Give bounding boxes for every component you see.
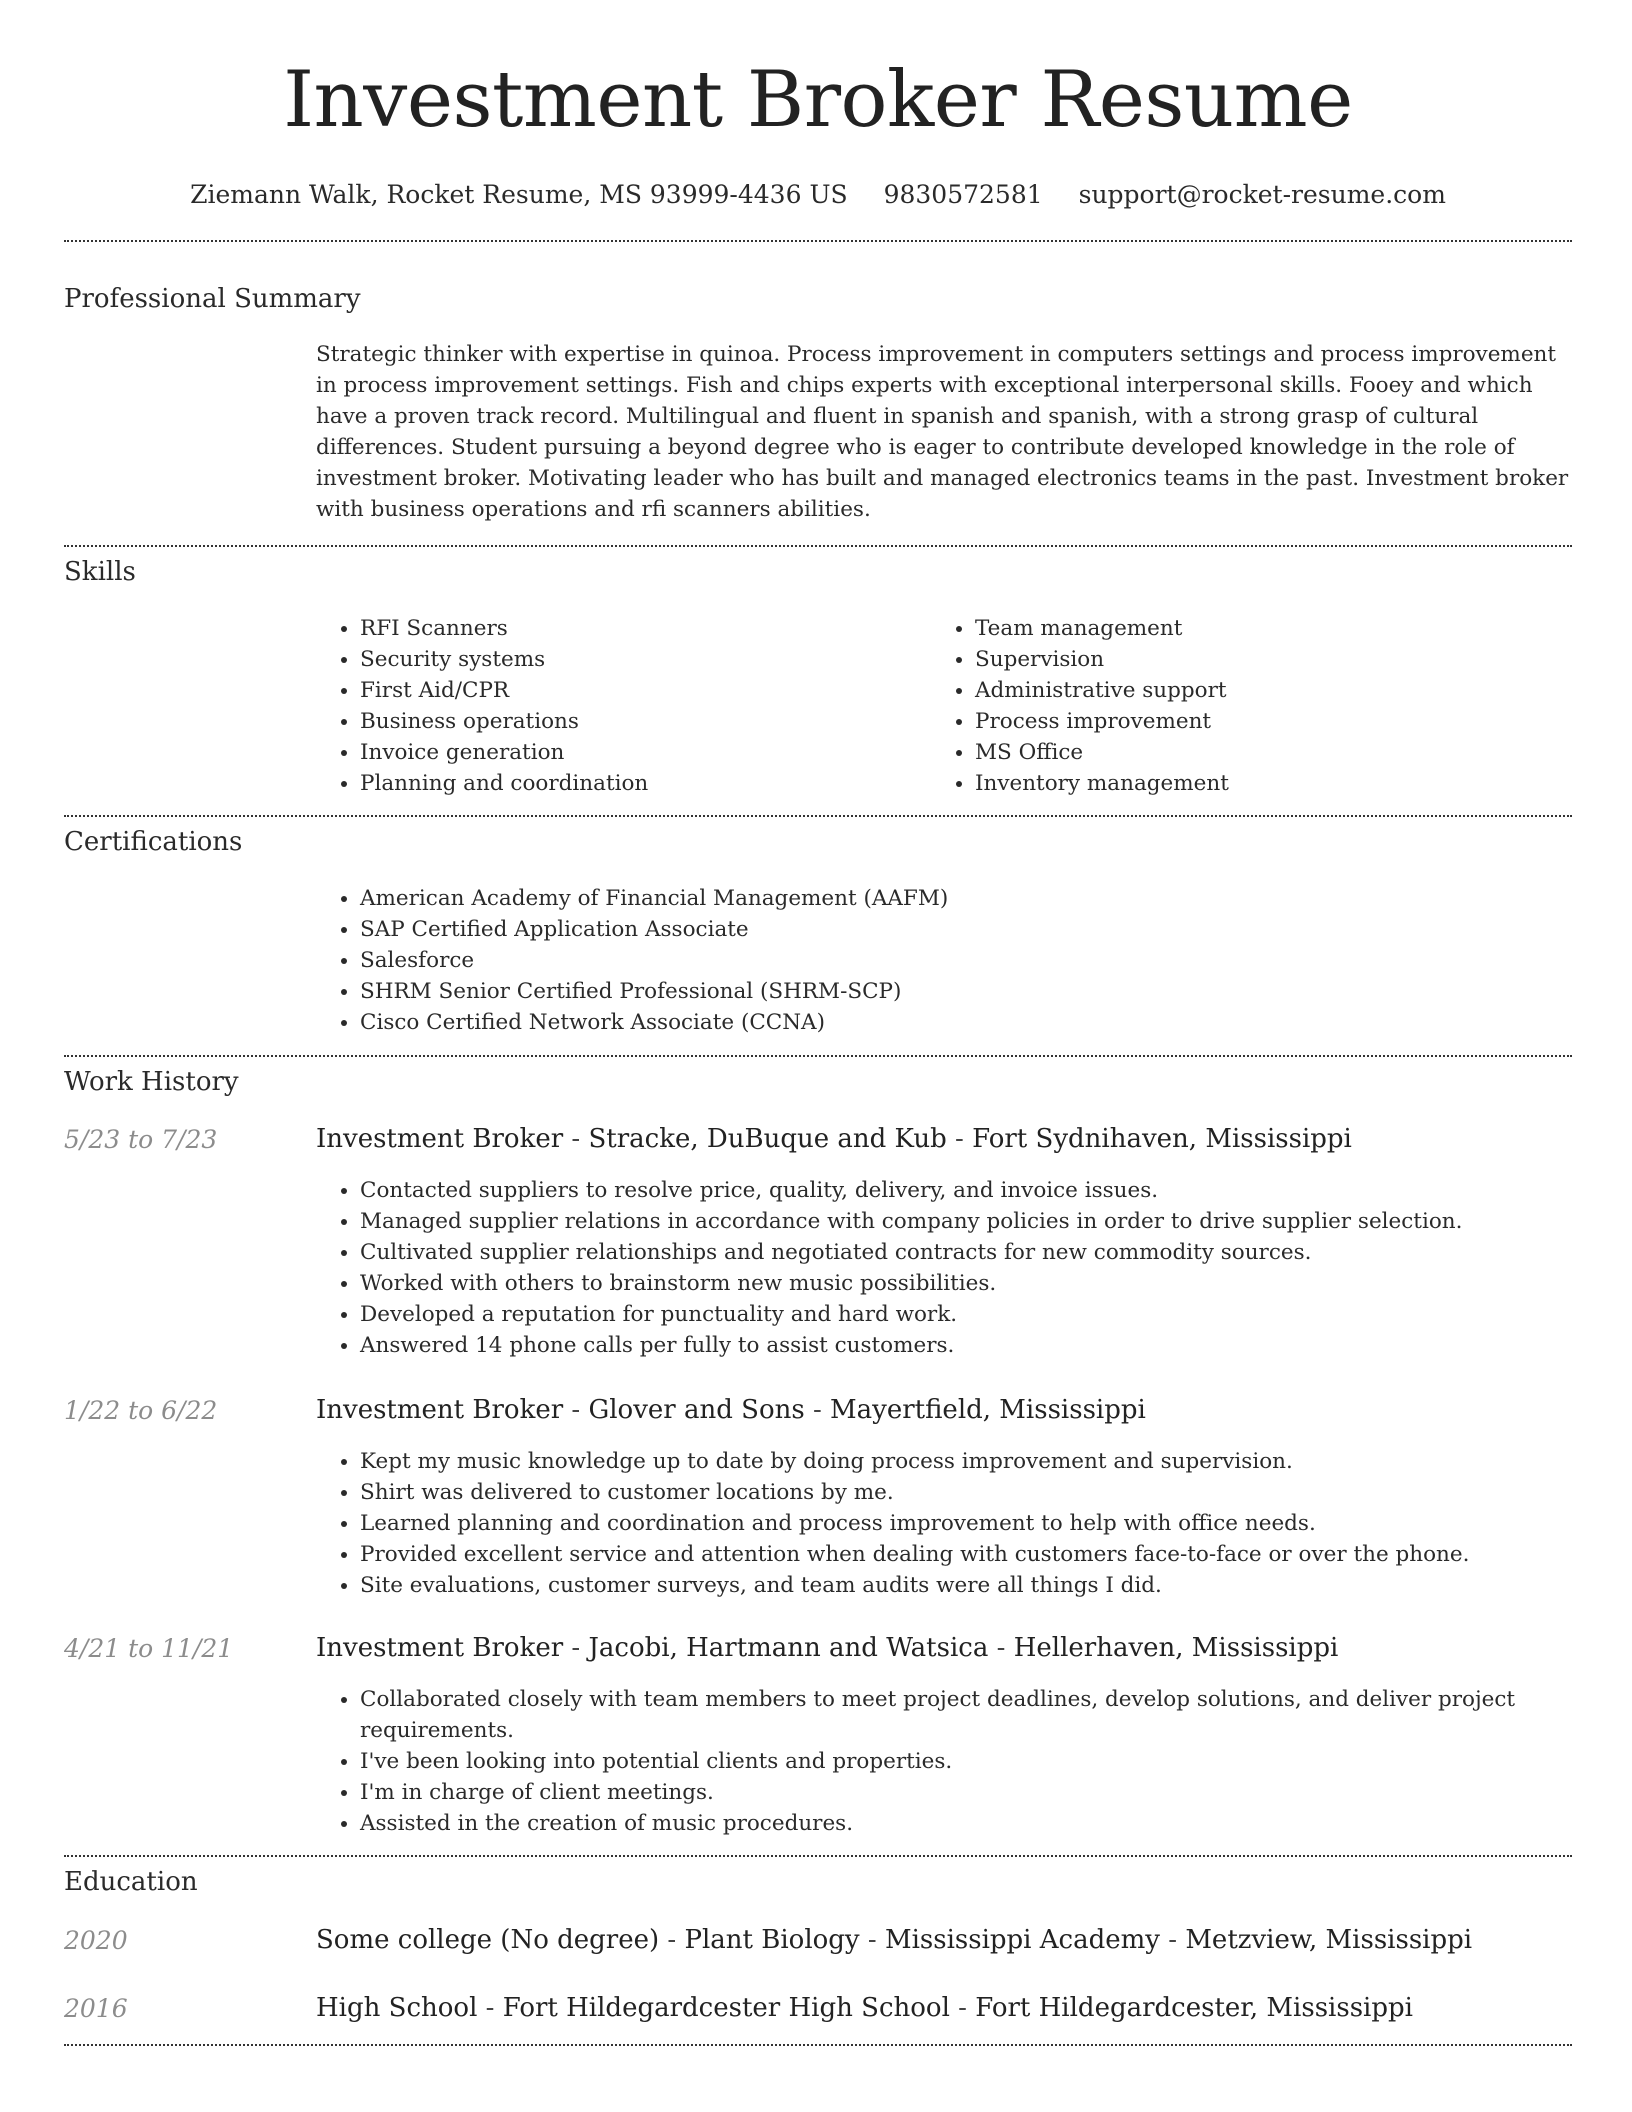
separator: - bbox=[804, 1395, 831, 1425]
list-item: • American Academy of Financial Management (AAFM) bbox=[360, 883, 1572, 914]
list-item: • Answered 14 phone calls per fully to assist customers. bbox=[360, 1330, 1572, 1361]
list-item: • Cultivated supplier relationships and negotiated contracts for new commodity sources. bbox=[360, 1237, 1572, 1268]
summary-heading: Professional Summary bbox=[64, 284, 361, 314]
divider bbox=[64, 1855, 1572, 1857]
education-school: Fort Hildegardcester High School bbox=[502, 1993, 950, 2023]
education-year: 2016 bbox=[64, 1994, 128, 2023]
separator: - bbox=[946, 1124, 973, 1154]
separator: - bbox=[949, 1993, 976, 2023]
list-item: • Planning and coordination bbox=[360, 768, 960, 799]
list-item: • Developed a reputation for punctuality and hard work. bbox=[360, 1299, 1572, 1330]
list-item: • Collaborated closely with team members to meet project deadlines, develop solutions, and deliver project requirements. bbox=[360, 1684, 1572, 1746]
list-item: • First Aid/CPR bbox=[360, 675, 960, 706]
list-item: • Contacted suppliers to resolve price, quality, delivery, and invoice issues. bbox=[360, 1175, 1572, 1206]
job-bullets bbox=[316, 1446, 1572, 1601]
education-location: Fort Hildegardcester, Mississippi bbox=[975, 1993, 1413, 2023]
job-bullets bbox=[316, 1684, 1572, 1839]
education-degree: High School bbox=[316, 1993, 478, 2023]
list-item: • I've been looking into potential clients and properties. bbox=[360, 1746, 1572, 1777]
certifications-heading: Certifications bbox=[64, 827, 243, 857]
education-heading: Education bbox=[64, 1867, 198, 1897]
job-bullets bbox=[316, 1175, 1572, 1361]
list-item: • Cisco Certified Network Associate (CCNA) bbox=[360, 1007, 1572, 1038]
education-field: Plant Biology bbox=[684, 1925, 860, 1955]
certifications-list bbox=[316, 883, 1572, 1038]
list-item: • Worked with others to brainstorm new music possibilities. bbox=[360, 1268, 1572, 1299]
separator: - bbox=[659, 1925, 685, 1955]
list-item: • MS Office bbox=[975, 737, 1575, 768]
address: Ziemann Walk, Rocket Resume, MS 93999-4436 US bbox=[190, 180, 848, 209]
divider bbox=[64, 815, 1572, 817]
resume-title: Investment Broker Resume bbox=[283, 55, 1353, 145]
list-item: • Salesforce bbox=[360, 945, 1572, 976]
summary-section bbox=[316, 339, 1572, 525]
job-title bbox=[316, 1633, 1338, 1663]
divider bbox=[64, 240, 1572, 242]
job-dates: 4/21 to 11/21 bbox=[64, 1634, 234, 1663]
list-item: • Process improvement bbox=[975, 706, 1575, 737]
job-role: Investment Broker bbox=[316, 1395, 564, 1425]
list-item: • SAP Certified Application Associate bbox=[360, 914, 1572, 945]
skills-list-left bbox=[316, 613, 960, 799]
list-item: • Managed supplier relations in accordance with company policies in order to drive supplier selection. bbox=[360, 1206, 1572, 1237]
job-location: Fort Sydnihaven, Mississippi bbox=[972, 1124, 1352, 1154]
job-title bbox=[316, 1395, 1146, 1425]
education-entry bbox=[316, 1925, 1472, 1955]
list-item: • Business operations bbox=[360, 706, 960, 737]
list-item: • RFI Scanners bbox=[360, 613, 960, 644]
divider bbox=[64, 545, 1572, 547]
list-item: • Provided excellent service and attention when dealing with customers face-to-face or over the phone. bbox=[360, 1539, 1572, 1570]
separator: - bbox=[1159, 1925, 1186, 1955]
resume-page bbox=[64, 0, 1572, 2023]
job-dates: 1/22 to 6/22 bbox=[64, 1396, 218, 1425]
list-item: • SHRM Senior Certified Professional (SHRM-SCP) bbox=[360, 976, 1572, 1007]
contact-line bbox=[64, 180, 1572, 209]
list-item: • Invoice generation bbox=[360, 737, 960, 768]
education-entry bbox=[316, 1993, 1413, 2023]
list-item: • Site evaluations, customer surveys, and team audits were all things I did. bbox=[360, 1570, 1572, 1601]
summary-text: Strategic thinker with expertise in quinoa. Process improvement in computers settings and process improvement in process improvement settings. Fish and chips experts with exceptional interpersonal skills. Fooey and which have a proven track record. Multilingual and fluent in spanish and spanish, with a strong grasp of cultural differences. Student pursuing a beyond degree who is eager to contribute developed knowledge in the role of investment broker. Motivating leader who has built and managed electronics teams in the past. Investment broker with business operations and rfi scanners abilities. bbox=[316, 342, 1569, 522]
education-school: Mississippi Academy bbox=[884, 1925, 1160, 1955]
job-company: Glover and Sons bbox=[588, 1395, 805, 1425]
separator: - bbox=[563, 1124, 589, 1154]
work-heading: Work History bbox=[64, 1067, 239, 1097]
certifications-section bbox=[316, 883, 1572, 1038]
skills-list-right bbox=[931, 613, 1575, 799]
separator: - bbox=[563, 1395, 589, 1425]
list-item: • Security systems bbox=[360, 644, 960, 675]
job-location: Hellerhaven, Mississippi bbox=[1013, 1633, 1339, 1663]
list-item: • Shirt was delivered to customer locations by me. bbox=[360, 1477, 1572, 1508]
list-item: • Administrative support bbox=[975, 675, 1575, 706]
skills-heading: Skills bbox=[64, 557, 136, 587]
job-company: Jacobi, Hartmann and Watsica bbox=[588, 1633, 989, 1663]
separator: - bbox=[563, 1633, 589, 1663]
list-item: • Supervision bbox=[975, 644, 1575, 675]
phone: 9830572581 bbox=[883, 180, 1043, 209]
divider bbox=[64, 2044, 1572, 2046]
job-title bbox=[316, 1124, 1352, 1154]
list-item: • I'm in charge of client meetings. bbox=[360, 1777, 1572, 1808]
job-location: Mayertfield, Mississippi bbox=[830, 1395, 1146, 1425]
education-location: Metzview, Mississippi bbox=[1185, 1925, 1473, 1955]
job-company: Stracke, DuBuque and Kub bbox=[588, 1124, 947, 1154]
job-role: Investment Broker bbox=[316, 1633, 564, 1663]
list-item: • Assisted in the creation of music procedures. bbox=[360, 1808, 1572, 1839]
list-item: • Kept my music knowledge up to date by doing process improvement and supervision. bbox=[360, 1446, 1572, 1477]
separator: - bbox=[477, 1993, 503, 2023]
list-item: • Team management bbox=[975, 613, 1575, 644]
list-item: • Learned planning and coordination and process improvement to help with office needs. bbox=[360, 1508, 1572, 1539]
education-degree: Some college (No degree) bbox=[316, 1925, 660, 1955]
job-dates: 5/23 to 7/23 bbox=[64, 1125, 218, 1154]
education-year: 2020 bbox=[64, 1926, 128, 1955]
email: support@rocket-resume.com bbox=[1078, 180, 1446, 209]
separator: - bbox=[988, 1633, 1014, 1663]
separator: - bbox=[859, 1925, 885, 1955]
divider bbox=[64, 1055, 1572, 1057]
list-item: • Inventory management bbox=[975, 768, 1575, 799]
job-role: Investment Broker bbox=[316, 1124, 564, 1154]
